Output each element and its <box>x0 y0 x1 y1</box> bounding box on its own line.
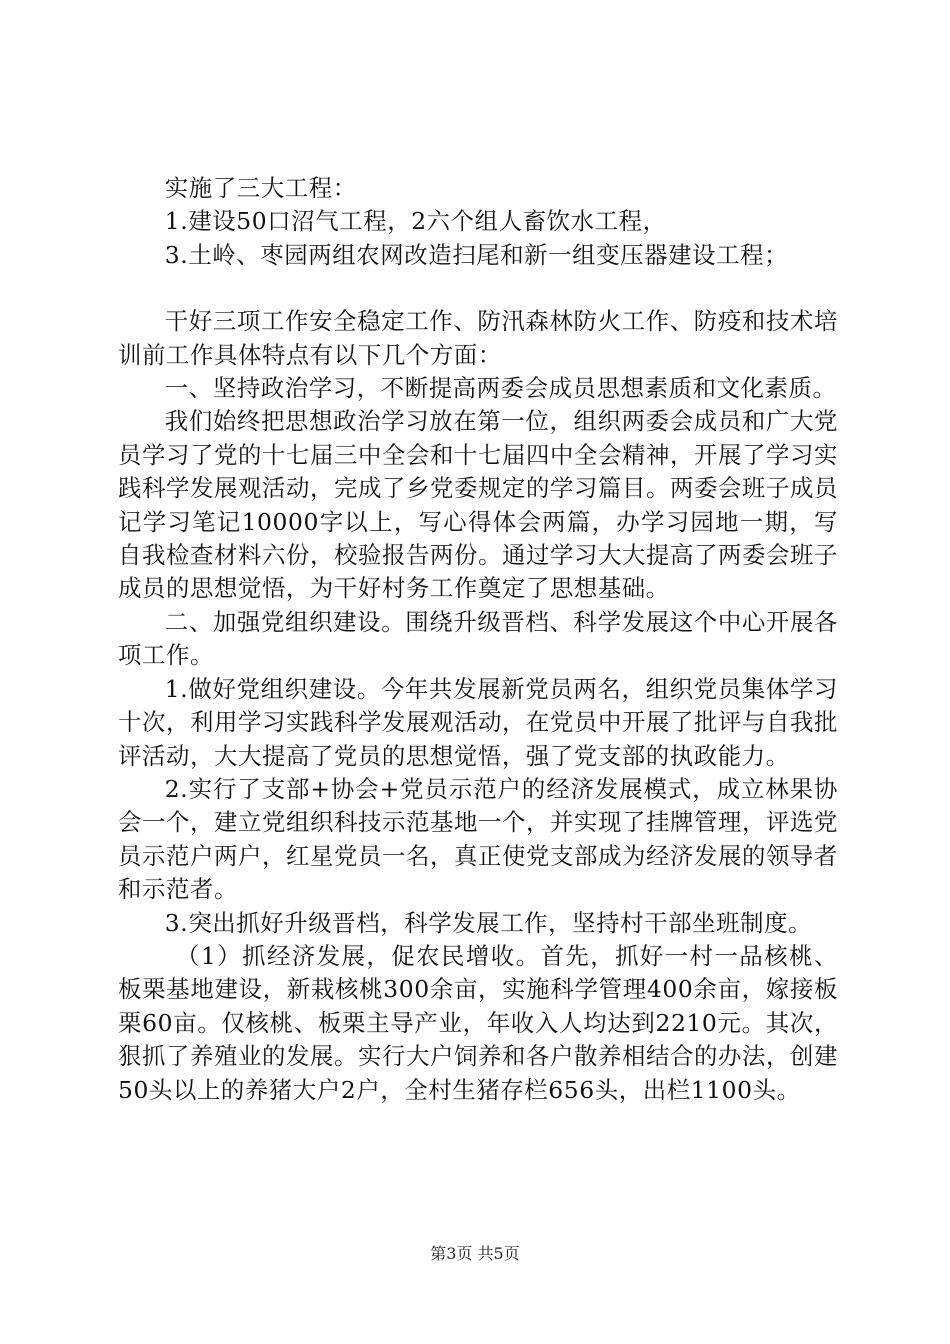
paragraph-project-3: 3.土岭、枣园两组农网改造扫尾和新一组变压器建设工程； <box>164 240 789 269</box>
document-body <box>118 172 838 1107</box>
heading-political-study: 一、坚持政治学习，不断提高两委会成员思想素质和文化素质。 <box>164 374 837 403</box>
heading-party-building: 二、加强党组织建设。围绕升级晋档、科学发展这个中心开展各项工作。 <box>118 607 838 670</box>
paragraph-political-study: 我们始终把思想政治学习放在第一位，组织两委会成员和广大党员学习了党的十七届三中全会和十七届四中全会精神，开展了学习实践科学发展观活动，完成了乡党委规定的学习篇目。两委会班子成员记学习笔记10000字以上，写心得体会两篇，办学习园地一期，写自我检查材料六份，校验报告两份。通过学习大大提高了两委会班子成员的思想觉悟，为干好村务工作奠定了思想基础。 <box>118 407 838 603</box>
paragraph-economic-development: （1）抓经济发展，促农民增收。首先，抓好一村一品核桃、板栗基地建设，新栽核桃300余亩，实施科学管理400余亩，嫁接板栗60亩。仅核桃、板栗主导产业，年收入人均达到2210元。其次，狠抓了养殖业的发展。实行大户饲养和各户散养相结合的办法，创建50头以上的养猪大户2户，全村生猪存栏656头，出栏1100头。 <box>118 941 838 1104</box>
paragraph-party-item-3: 3.突出抓好升级晋档，科学发展工作，坚持村干部坐班制度。 <box>164 908 813 937</box>
paragraph-project-1-2: 1.建设50口沼气工程，2六个组人畜饮水工程， <box>164 207 667 236</box>
page-footer: 第3页 共5页 <box>430 1244 520 1263</box>
paragraph-party-item-2: 2.实行了支部+协会+党员示范户的经济发展模式，成立林果协会一个，建立党组织科技示范基地一个，并实现了挂牌管理，评选党员示范户两户，红星党员一名，真正使党支部成为经济发展的领导者和示范者。 <box>118 774 838 904</box>
paragraph-party-item-1: 1.做好党组织建设。今年共发展新党员两名，组织党员集体学习十次，利用学习实践科学发展观活动，在党员中开展了批评与自我批评活动，大大提高了党员的思想觉悟，强了党支部的执政能力。 <box>118 674 838 770</box>
paragraph-intro: 实施了三大工程： <box>164 174 357 202</box>
paragraph-three-tasks: 干好三项工作安全稳定工作、防汛森林防火工作、防疫和技术培训前工作具体特点有以下几个方面： <box>118 307 838 369</box>
